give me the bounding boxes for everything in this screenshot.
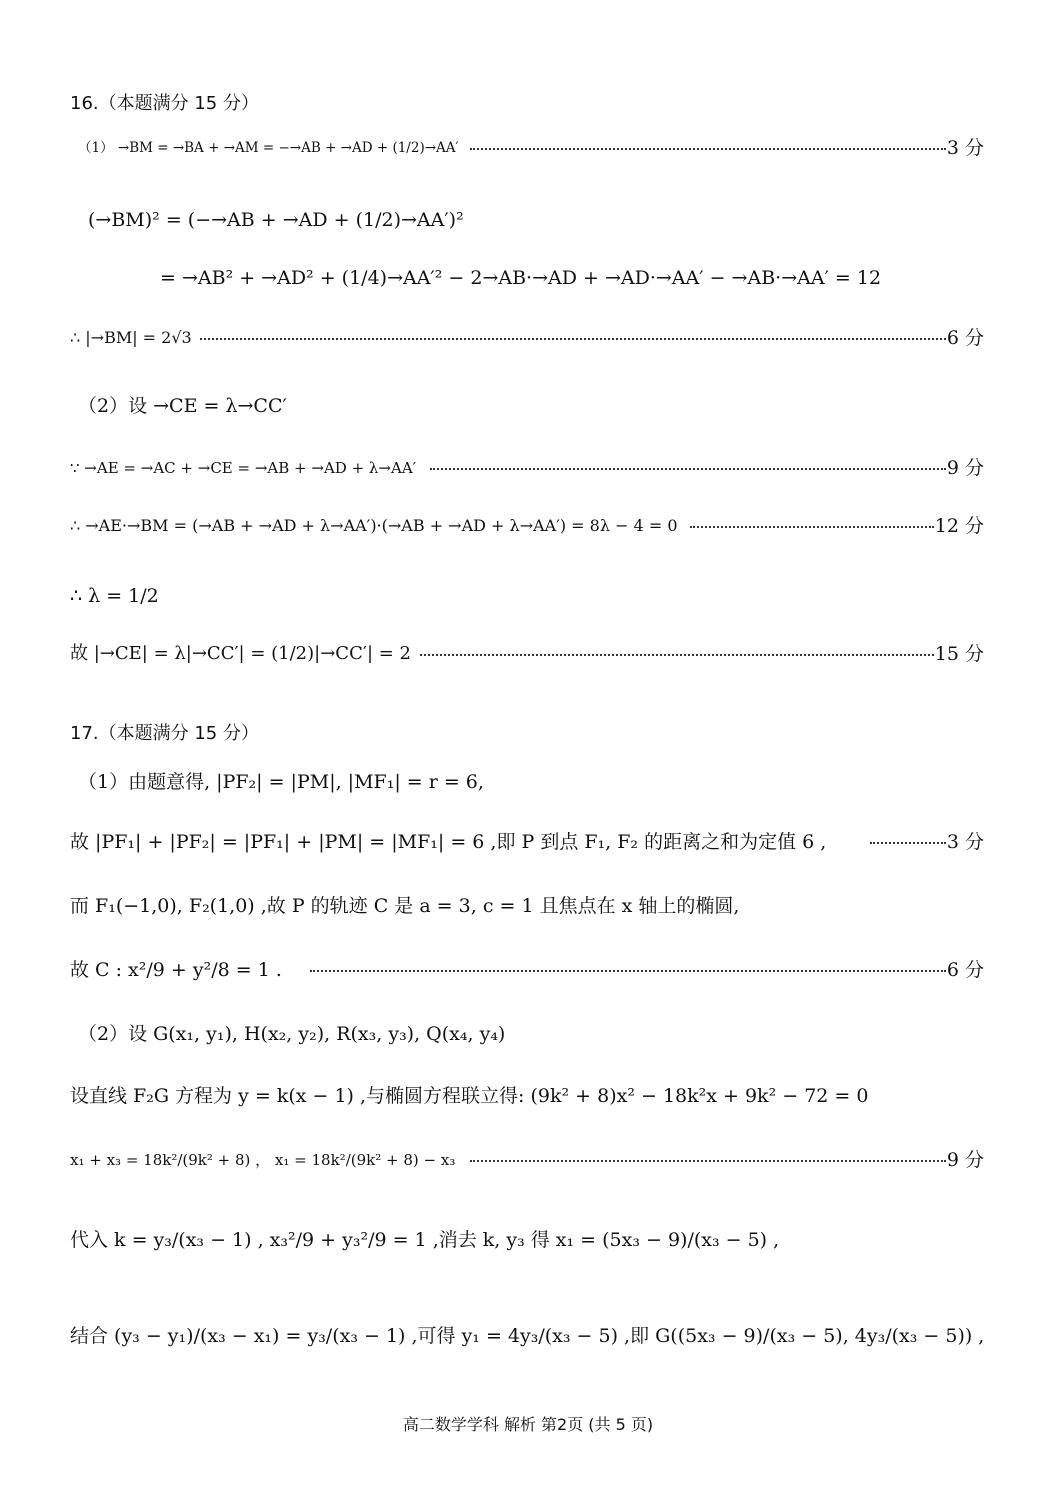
q16-line-7 [0,506,1056,546]
page-footer: 高二数学学科 解析 第2页 (共 5 页) [402,1415,654,1434]
q17-line-4 [0,950,1056,990]
q16-line-7-score: 12 分 [934,515,984,537]
dot-leader [470,1160,946,1162]
q17-line-4-text: 故 C : x²/9 + y²/8 = 1 . [70,959,282,981]
q16-line-2 [0,200,1056,240]
q17-line-7-text: x₁ + x₃ = 18k²/(9k² + 8) ， x₁ = 18k²/(9k² + 8) − x₃ [70,1151,456,1169]
q16-line-2-text: (→BM)² = (−→AB + →AD + (1/2)→AA′)² [88,209,464,231]
q16-title: 16.（本题满分 15 分） [70,93,259,114]
q17-line-2-text: 故 |PF₁| + |PF₂| = |PF₁| + |PM| = |MF₁| = 6 ,即 P 到点 F₁, F₂ 的距离之和为定值 6 , [70,831,827,853]
q16-line-3-text: = →AB² + →AD² + (1/4)→AA′² − 2→AB·→AD + →AD·→AA′ − →AB·→AA′ = 12 [160,267,882,289]
q17-title: 17.（本题满分 15 分） [70,723,259,744]
dot-leader [870,842,946,844]
q16-title-line [0,84,1056,124]
q17-line-8-text: 代入 k = y₃/(x₃ − 1) , x₃²/9 + y₃²/9 = 1 ,消去 k, y₃ 得 x₁ = (5x₃ − 9)/(x₃ − 5) , [70,1229,780,1251]
q17-line-9 [0,1316,1056,1356]
q17-line-6-text: 设直线 F₂G 方程为 y = k(x − 1) ,与椭圆方程联立得: (9k² + 8)x² − 18k²x + 9k² − 72 = 0 [70,1085,869,1107]
q17-line-3 [0,886,1056,926]
dot-leader [470,148,946,150]
q16-line-1-score: 3 分 [946,137,984,159]
q17-line-7-score: 9 分 [946,1149,984,1171]
q16-line-9-score: 15 分 [934,643,984,665]
q16-line-8-text: ∴ λ = 1/2 [70,585,159,607]
q17-line-1-text: （1）由题意得, |PF₂| = |PM|, |MF₁| = r = 6, [78,771,484,793]
q16-line-6 [0,448,1056,488]
q16-line-9 [0,634,1056,674]
q17-line-2 [0,822,1056,862]
q17-line-7 [0,1140,1056,1180]
q17-title-line [0,714,1056,754]
q16-line-6-text: ∵ →AE = →AC + →CE = →AB + →AD + λ→AA′ [70,459,417,477]
q17-line-6 [0,1076,1056,1116]
q17-line-1 [0,762,1056,802]
q16-line-4-score: 6 分 [946,327,984,349]
q16-line-1-text: （1） →BM = →BA + →AM = −→AB + →AD + (1/2)→AA′ [78,140,459,156]
q16-line-6-score: 9 分 [946,457,984,479]
q16-line-5-text: （2）设 →CE = λ→CC′ [78,395,287,417]
q16-line-4-text: ∴ |→BM| = 2√3 [70,328,192,347]
q16-line-3 [0,258,1056,298]
q17-line-8 [0,1220,1056,1260]
dot-leader [420,654,934,656]
q17-line-5-text: （2）设 G(x₁, y₁), H(x₂, y₂), R(x₃, y₃), Q(x₄, y₄) [78,1023,506,1045]
q16-line-7-text: ∴ →AE·→BM = (→AB + →AD + λ→AA′)·(→AB + →AD + λ→AA′) = 8λ − 4 = 0 [70,516,678,535]
q17-line-3-text: 而 F₁(−1,0), F₂(1,0) ,故 P 的轨迹 C 是 a = 3, c = 1 且焦点在 x 轴上的椭圆, [70,895,740,917]
q17-line-9-text: 结合 (y₃ − y₁)/(x₃ − x₁) = y₃/(x₃ − 1) ,可得 y₁ = 4y₃/(x₃ − 5) ,即 G((5x₃ − 9)/(x₃ − 5), 4y₃/(x₃ − 5)) , [70,1325,985,1347]
q17-line-4-score: 6 分 [946,959,984,981]
dot-leader [310,970,946,972]
q16-line-4 [0,318,1056,358]
dot-leader [200,338,946,340]
dot-leader [690,526,934,528]
q16-line-5 [0,386,1056,426]
q16-line-9-text: 故 |→CE| = λ|→CC′| = (1/2)|→CC′| = 2 [70,643,411,664]
dot-leader [430,468,946,470]
q16-line-8 [0,576,1056,616]
q17-line-5 [0,1014,1056,1054]
q17-line-2-score: 3 分 [946,831,984,853]
q16-line-1 [0,128,1056,168]
